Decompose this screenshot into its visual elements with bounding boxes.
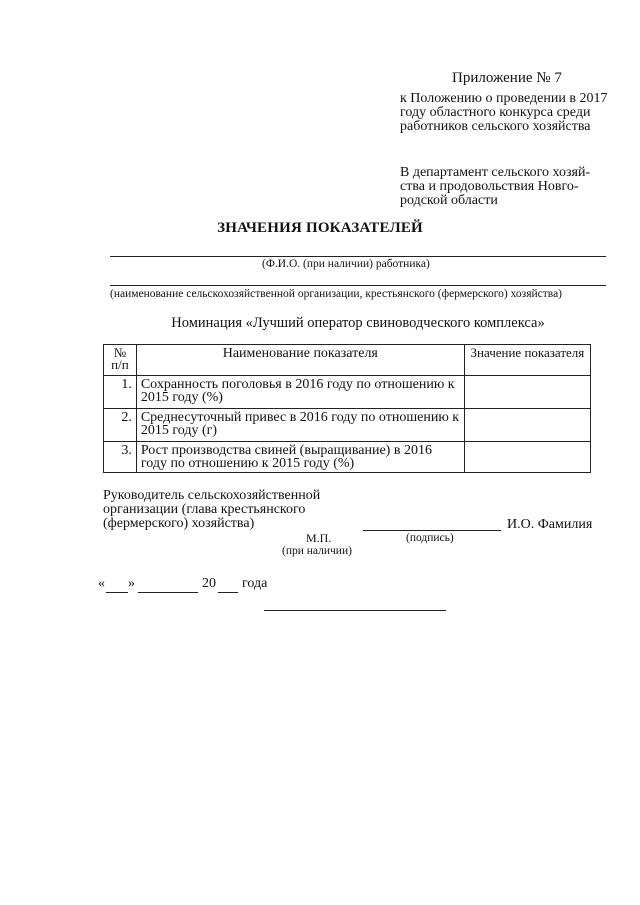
date-month-line[interactable] (138, 592, 198, 593)
header-num: № п/п (104, 345, 137, 376)
organization-caption: (наименование сельскохозяйственной организации, крестьянского (фермерского) хозяйства) (110, 288, 563, 300)
header-value: Значение показателя (464, 345, 590, 376)
organization-line[interactable] (110, 285, 606, 286)
row-name: Сохранность поголовья в 2016 году по отношению к 2015 году (%) (136, 376, 464, 409)
appendix-reference: к Положению о проведении в 2017 году областного конкурса среди работников сельского хозяйства (400, 91, 608, 134)
signature-caption: (подпись) (406, 532, 454, 544)
stamp-note: (при наличии) (282, 545, 352, 557)
nomination: Номинация «Лучший оператор свиноводческого комплекса» (171, 315, 545, 331)
row-name: Рост производства свиней (выращивание) в 2016 году по отношению к 2015 году (%) (136, 442, 464, 473)
row-num: 2. (104, 409, 137, 442)
signature-line[interactable] (363, 530, 501, 531)
document-title: ЗНАЧЕНИЯ ПОКАЗАТЕЛЕЙ (217, 220, 423, 236)
date-close-quote: » (128, 576, 135, 591)
appendix-title: Приложение № 7 (452, 70, 562, 86)
fio-caption: (Ф.И.О. (при наличии) работника) (262, 258, 430, 270)
date-year-prefix: 20 (202, 576, 216, 591)
row-num: 1. (104, 376, 137, 409)
signatory-name: И.О. Фамилия (507, 517, 593, 532)
row-value-cell[interactable] (464, 409, 590, 442)
row-name: Среднесуточный привес в 2016 году по отношению к 2015 году (г) (136, 409, 464, 442)
table-header-row (104, 345, 591, 376)
signatory-role: Руководитель сельскохозяйственной организации (глава крестьянского (фермерского) хозяйства) (103, 488, 321, 531)
bottom-line (264, 610, 446, 611)
date-day-line[interactable] (106, 592, 128, 593)
date-suffix: года (242, 576, 268, 591)
stamp-label: М.П. (306, 531, 332, 545)
row-value-cell[interactable] (464, 376, 590, 409)
indicators-table (103, 344, 591, 473)
fio-line[interactable] (110, 256, 606, 257)
header-name: Наименование показателя (136, 345, 464, 376)
table-row (104, 376, 591, 409)
table-row (104, 442, 591, 473)
date-year-line[interactable] (218, 592, 238, 593)
date-open-quote: « (98, 576, 105, 591)
row-value-cell[interactable] (464, 442, 590, 473)
addressee: В департамент сельского хозяй-ства и продовольствия Новго-родской области (400, 165, 591, 208)
table-row (104, 409, 591, 442)
row-num: 3. (104, 442, 137, 473)
